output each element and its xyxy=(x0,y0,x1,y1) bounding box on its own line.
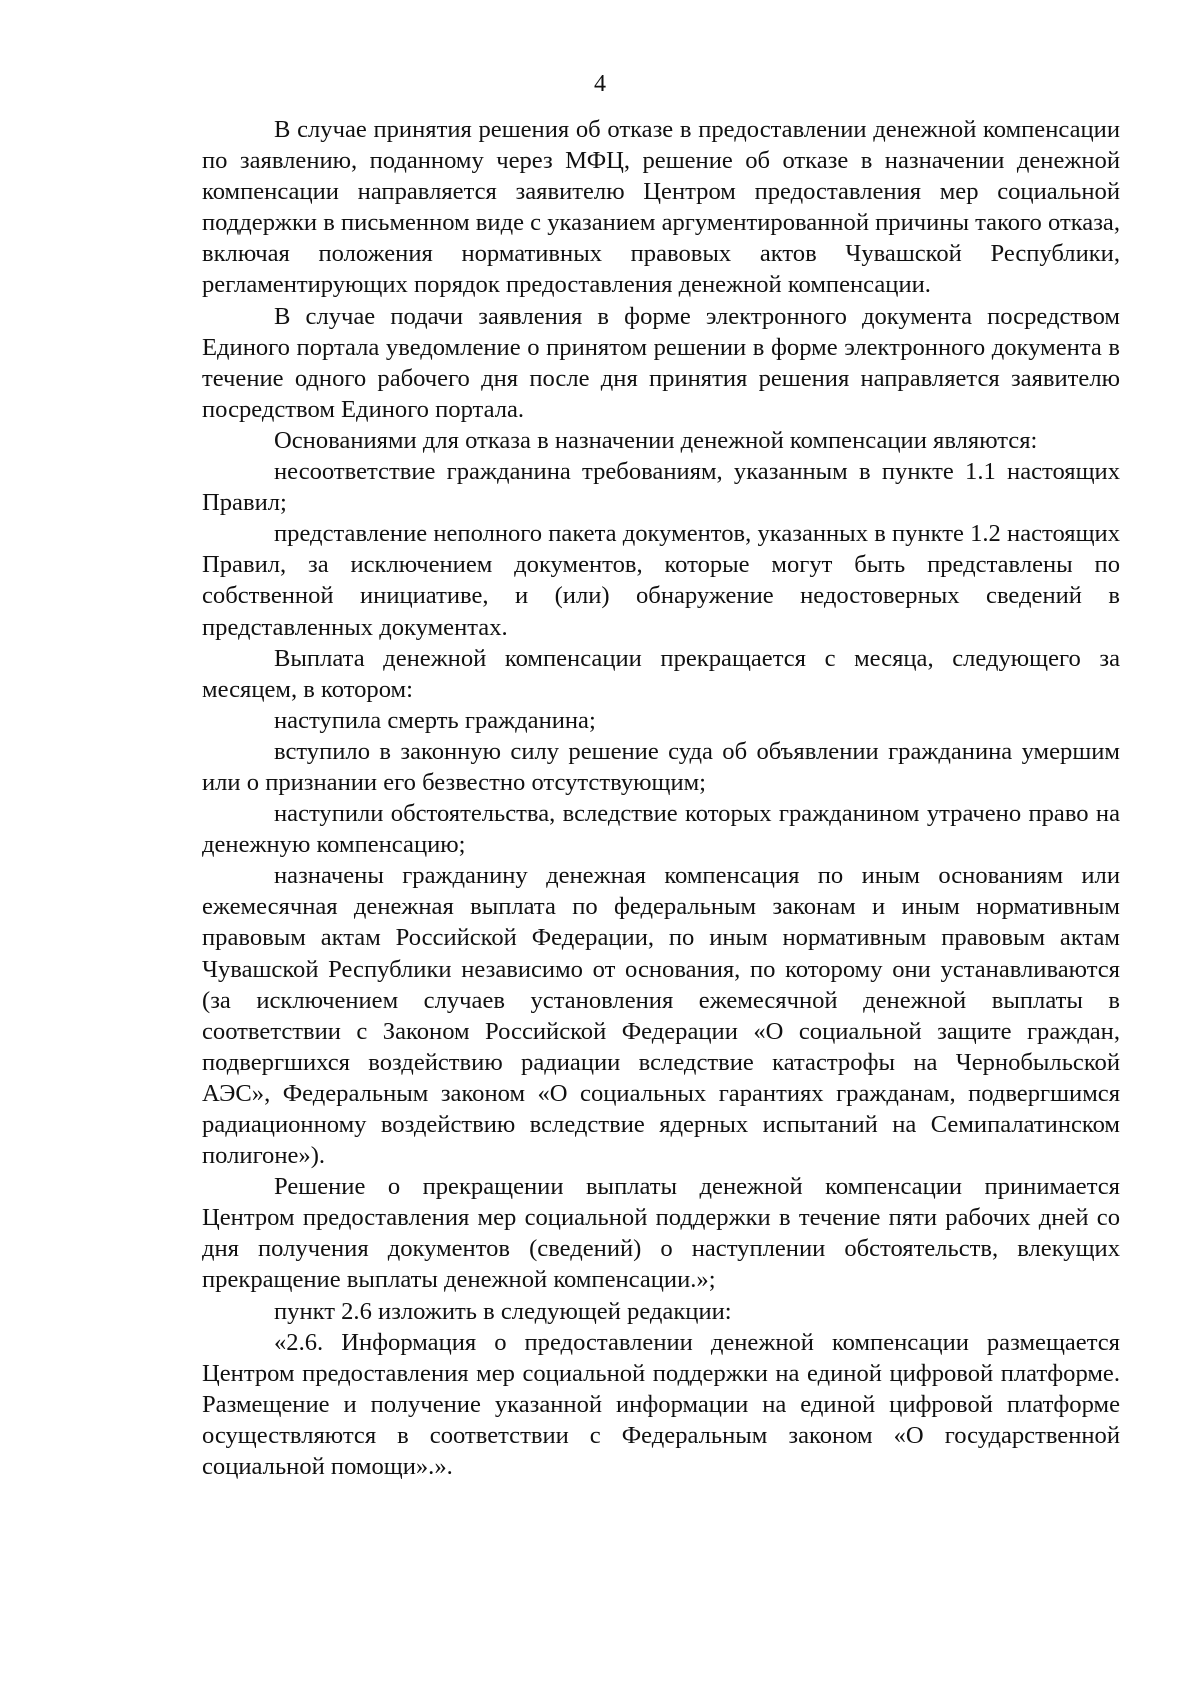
paragraph-termination-intro: Выплата денежной компенсации прекращается с месяца, следующего за месяцем, в котором: xyxy=(202,644,1120,703)
paragraph-termination-decision: Решение о прекращении выплаты денежной компенсации принимается Центром предоставления мер социальной поддержки в течение пяти рабочих дней со дня получения документов (сведений) о наступлении обстоятельств, влекущих прекращение выплаты денежной компенсации.»; xyxy=(202,1173,1120,1294)
paragraph-electronic-notification: В случае подачи заявления в форме электронного документа посредством Единого портала уведомление о принятом решении в форме электронного документа в течение одного рабочего дня после дня принятия решения направляется заявителю посредством Единого портала. xyxy=(202,302,1120,423)
paragraph-refusal-ground-1: несоответствие гражданина требованиям, указанным в пункте 1.1 настоящих Правил; xyxy=(202,458,1120,517)
page-number: 4 xyxy=(594,71,606,97)
paragraph-termination-death: наступила смерть гражданина; xyxy=(274,706,596,734)
paragraph-refusal-mfc: В случае принятия решения об отказе в предоставлении денежной компенсации по заявлению, поданному через МФЦ, решение об отказе в назначении денежной компенсации направляется заявителю Центром предоставления мер социальной поддержки в письменном виде с указанием аргументированной причины такого отказа, включая положения нормативных правовых актов Чувашской Республики, регламентирующих порядок предоставления денежной компенсации. xyxy=(202,116,1120,299)
paragraph-termination-other-benefits: назначены гражданину денежная компенсация по иным основаниям или ежемесячная денежная выплата по федеральным законам и иным нормативным правовым актам Российской Федерации, по иным нормативным правовым актам Чувашской Республики независимо от основания, по которому они устанавливаются (за исключением случаев установления ежемесячной денежной выплаты в соответствии с Законом Российской Федерации «О социальной защите граждан, подвергшихся воздействию радиации вследствие катастрофы на Чернобыльской АЭС», Федеральным законом «О социальных гарантиях гражданам, подвергшимся радиационному воздействию вследствие ядерных испытаний на Семипалатинском полигоне»). xyxy=(202,862,1120,1170)
paragraph-refusal-ground-2: представление неполного пакета документов, указанных в пункте 1.2 настоящих Правил, за исключением документов, которые могут быть представлены по собственной инициативе, и (или) обнаружение недостоверных сведений в представленных документах. xyxy=(202,520,1120,641)
paragraph-item-2-6-intro: пункт 2.6 изложить в следующей редакции: xyxy=(274,1297,732,1325)
document-body xyxy=(202,114,1120,1482)
paragraph-refusal-grounds-intro: Основаниями для отказа в назначении денежной компенсации являются: xyxy=(274,426,1038,454)
paragraph-item-2-6-text: «2.6. Информация о предоставлении денежной компенсации размещается Центром предоставления мер социальной поддержки на единой цифровой платформе. Размещение и получение указанной информации на единой цифровой платформе осуществляются в соответствии с Федеральным законом «О государственной социальной помощи».». xyxy=(202,1328,1120,1481)
paragraph-termination-circumstances: наступили обстоятельства, вследствие которых гражданином утрачено право на денежную компенсацию; xyxy=(202,800,1120,859)
paragraph-termination-court: вступило в законную силу решение суда об объявлении гражданина умершим или о признании его безвестно отсутствующим; xyxy=(202,737,1120,796)
